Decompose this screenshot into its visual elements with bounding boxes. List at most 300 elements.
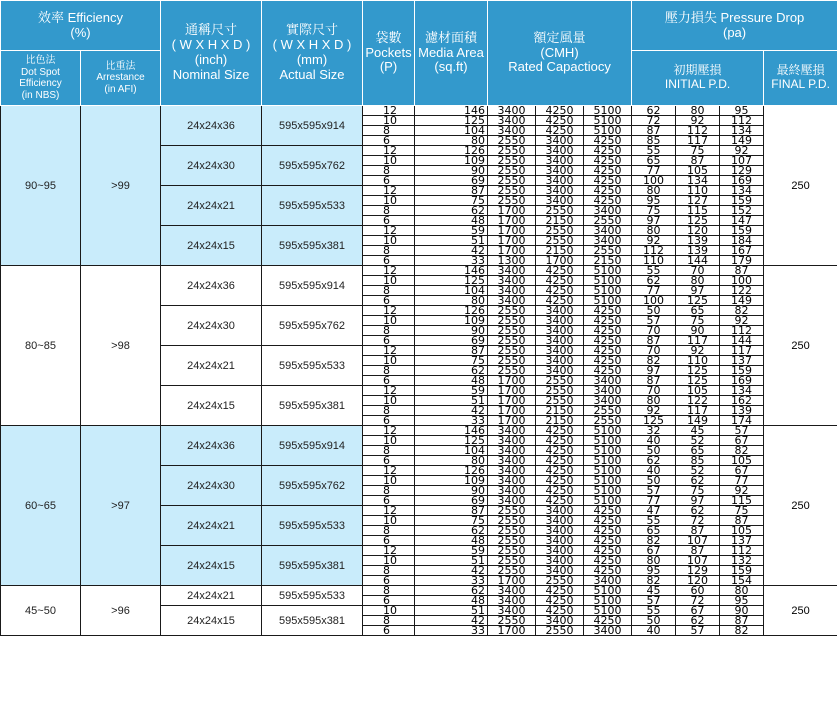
initial-pd-low-cell: 82 xyxy=(632,576,676,586)
airflow-mid-cell: 3400 xyxy=(536,516,584,526)
airflow-high-cell: 4250 xyxy=(584,186,632,196)
initial-pd-high-cell: 159 xyxy=(720,226,764,236)
initial-pd-high-cell: 179 xyxy=(720,256,764,266)
airflow-low-cell: 3400 xyxy=(488,276,536,286)
media-area-cell: 75 xyxy=(415,516,488,526)
airflow-mid-cell: 2550 xyxy=(536,626,584,636)
initial-pd-mid-cell: 62 xyxy=(676,506,720,516)
pockets-cell: 6 xyxy=(363,576,415,586)
initial-pd-low-cell: 62 xyxy=(632,276,676,286)
initial-pd-high-cell: 75 xyxy=(720,506,764,516)
airflow-high-cell: 5100 xyxy=(584,426,632,436)
initial-pd-mid-cell: 67 xyxy=(676,606,720,616)
airflow-mid-cell: 3400 xyxy=(536,616,584,626)
initial-pd-high-cell: 105 xyxy=(720,456,764,466)
media-area-cell: 48 xyxy=(415,216,488,226)
airflow-mid-cell: 3400 xyxy=(536,186,584,196)
airflow-high-cell: 4250 xyxy=(584,346,632,356)
airflow-low-cell: 3400 xyxy=(488,486,536,496)
airflow-low-cell: 2550 xyxy=(488,196,536,206)
dot-spot-efficiency-cell: 60~65 xyxy=(1,426,81,586)
airflow-low-cell: 1700 xyxy=(488,376,536,386)
airflow-low-cell: 3400 xyxy=(488,106,536,116)
airflow-high-cell: 5100 xyxy=(584,606,632,616)
airflow-low-cell: 2550 xyxy=(488,336,536,346)
airflow-low-cell: 3400 xyxy=(488,496,536,506)
actual-size-cell: 595x595x533 xyxy=(262,586,363,606)
initial-pd-high-cell: 107 xyxy=(720,156,764,166)
pockets-cell: 10 xyxy=(363,436,415,446)
airflow-low-cell: 3400 xyxy=(488,266,536,276)
initial-pd-low-cell: 62 xyxy=(632,106,676,116)
airflow-mid-cell: 1700 xyxy=(536,256,584,266)
initial-pd-high-cell: 174 xyxy=(720,416,764,426)
airflow-high-cell: 4250 xyxy=(584,136,632,146)
airflow-high-cell: 3400 xyxy=(584,206,632,216)
airflow-high-cell: 4250 xyxy=(584,566,632,576)
airflow-mid-cell: 3400 xyxy=(536,166,584,176)
airflow-high-cell: 5100 xyxy=(584,496,632,506)
media-area-cell: 51 xyxy=(415,606,488,616)
airflow-high-cell: 5100 xyxy=(584,296,632,306)
initial-pd-high-cell: 137 xyxy=(720,536,764,546)
nominal-size-cell: 24x24x21 xyxy=(161,186,262,226)
media-area-cell: 62 xyxy=(415,586,488,596)
initial-pd-low-cell: 45 xyxy=(632,586,676,596)
initial-pd-low-cell: 40 xyxy=(632,466,676,476)
initial-pd-mid-cell: 139 xyxy=(676,236,720,246)
pockets-cell: 10 xyxy=(363,516,415,526)
airflow-high-cell: 4250 xyxy=(584,156,632,166)
nominal-size-cell: 24x24x15 xyxy=(161,386,262,426)
media-area-cell: 90 xyxy=(415,486,488,496)
media-area-cell: 126 xyxy=(415,306,488,316)
airflow-low-cell: 3400 xyxy=(488,286,536,296)
pockets-cell: 10 xyxy=(363,556,415,566)
initial-pd-low-cell: 70 xyxy=(632,386,676,396)
airflow-high-cell: 4250 xyxy=(584,556,632,566)
media-area-cell: 125 xyxy=(415,116,488,126)
airflow-low-cell: 2550 xyxy=(488,306,536,316)
nominal-size-cell: 24x24x30 xyxy=(161,306,262,346)
initial-pd-low-cell: 57 xyxy=(632,316,676,326)
nominal-size-cell: 24x24x36 xyxy=(161,266,262,306)
airflow-high-cell: 5100 xyxy=(584,446,632,456)
airflow-low-cell: 3400 xyxy=(488,606,536,616)
airflow-high-cell: 5100 xyxy=(584,276,632,286)
airflow-low-cell: 2550 xyxy=(488,526,536,536)
airflow-low-cell: 1700 xyxy=(488,206,536,216)
airflow-high-cell: 4250 xyxy=(584,526,632,536)
arrestance-header: 比重法 Arrestance (in AFI) xyxy=(81,51,161,106)
initial-pd-high-cell: 87 xyxy=(720,516,764,526)
airflow-low-cell: 2550 xyxy=(488,546,536,556)
media-area-cell: 62 xyxy=(415,526,488,536)
initial-pd-low-cell: 65 xyxy=(632,526,676,536)
airflow-low-cell: 1700 xyxy=(488,386,536,396)
initial-pd-low-cell: 80 xyxy=(632,226,676,236)
efficiency-header: 效率 Efficiency (%) xyxy=(1,1,161,51)
initial-pd-mid-cell: 97 xyxy=(676,496,720,506)
airflow-low-cell: 3400 xyxy=(488,456,536,466)
initial-pd-high-cell: 92 xyxy=(720,316,764,326)
initial-pd-mid-cell: 120 xyxy=(676,576,720,586)
initial-pd-low-cell: 87 xyxy=(632,376,676,386)
initial-pd-low-cell: 50 xyxy=(632,616,676,626)
initial-pd-low-cell: 75 xyxy=(632,206,676,216)
initial-pd-mid-cell: 65 xyxy=(676,306,720,316)
pockets-cell: 10 xyxy=(363,236,415,246)
initial-pd-mid-cell: 52 xyxy=(676,466,720,476)
airflow-low-cell: 1700 xyxy=(488,416,536,426)
airflow-mid-cell: 3400 xyxy=(536,136,584,146)
rated-airflow-header: 額定風量 (CMH) Rated Capactiocy xyxy=(488,1,632,106)
pockets-cell: 8 xyxy=(363,366,415,376)
pockets-cell: 6 xyxy=(363,416,415,426)
airflow-mid-cell: 4250 xyxy=(536,116,584,126)
final-pd-cell: 250 xyxy=(764,426,837,586)
initial-pd-low-cell: 95 xyxy=(632,196,676,206)
initial-pd-mid-cell: 92 xyxy=(676,346,720,356)
airflow-high-cell: 5100 xyxy=(584,266,632,276)
airflow-low-cell: 2550 xyxy=(488,146,536,156)
initial-pd-mid-cell: 110 xyxy=(676,356,720,366)
airflow-low-cell: 2550 xyxy=(488,166,536,176)
initial-pd-low-cell: 80 xyxy=(632,556,676,566)
airflow-high-cell: 5100 xyxy=(584,126,632,136)
initial-pd-high-cell: 95 xyxy=(720,596,764,606)
airflow-mid-cell: 4250 xyxy=(536,106,584,116)
pockets-cell: 6 xyxy=(363,176,415,186)
actual-size-header: 實際尺寸 ( W X H X D ) (mm) Actual Size xyxy=(262,1,363,106)
airflow-mid-cell: 2150 xyxy=(536,216,584,226)
arrestance-cell: >98 xyxy=(81,266,161,426)
initial-pd-high-cell: 112 xyxy=(720,546,764,556)
initial-pd-high-cell: 184 xyxy=(720,236,764,246)
media-area-cell: 33 xyxy=(415,576,488,586)
media-area-cell: 75 xyxy=(415,356,488,366)
initial-pd-high-cell: 134 xyxy=(720,386,764,396)
media-area-cell: 80 xyxy=(415,136,488,146)
initial-pd-low-cell: 82 xyxy=(632,536,676,546)
initial-pd-mid-cell: 105 xyxy=(676,386,720,396)
airflow-low-cell: 3400 xyxy=(488,596,536,606)
airflow-high-cell: 4250 xyxy=(584,336,632,346)
airflow-low-cell: 3400 xyxy=(488,426,536,436)
initial-pd-low-cell: 77 xyxy=(632,166,676,176)
initial-pd-high-cell: 159 xyxy=(720,566,764,576)
airflow-mid-cell: 3400 xyxy=(536,176,584,186)
initial-pd-mid-cell: 60 xyxy=(676,586,720,596)
initial-pd-high-cell: 100 xyxy=(720,276,764,286)
pockets-cell: 6 xyxy=(363,296,415,306)
actual-size-cell: 595x595x762 xyxy=(262,466,363,506)
initial-pd-high-cell: 154 xyxy=(720,576,764,586)
nominal-size-cell: 24x24x15 xyxy=(161,606,262,636)
nominal-size-cell: 24x24x15 xyxy=(161,546,262,586)
nominal-size-cell: 24x24x30 xyxy=(161,146,262,186)
nominal-size-cell: 24x24x36 xyxy=(161,426,262,466)
initial-pd-mid-cell: 75 xyxy=(676,486,720,496)
media-area-cell: 104 xyxy=(415,446,488,456)
initial-pd-mid-cell: 62 xyxy=(676,476,720,486)
media-area-cell: 146 xyxy=(415,426,488,436)
actual-size-cell: 595x595x914 xyxy=(262,426,363,466)
initial-pd-low-cell: 87 xyxy=(632,126,676,136)
airflow-high-cell: 4250 xyxy=(584,306,632,316)
airflow-low-cell: 1700 xyxy=(488,576,536,586)
airflow-high-cell: 4250 xyxy=(584,166,632,176)
media-area-cell: 146 xyxy=(415,106,488,116)
airflow-high-cell: 4250 xyxy=(584,616,632,626)
airflow-high-cell: 5100 xyxy=(584,286,632,296)
actual-size-cell: 595x595x533 xyxy=(262,346,363,386)
airflow-low-cell: 1700 xyxy=(488,406,536,416)
initial-pd-low-cell: 40 xyxy=(632,436,676,446)
initial-pd-high-cell: 57 xyxy=(720,426,764,436)
pockets-cell: 8 xyxy=(363,286,415,296)
airflow-mid-cell: 3400 xyxy=(536,146,584,156)
nominal-size-cell: 24x24x21 xyxy=(161,346,262,386)
initial-pd-mid-cell: 112 xyxy=(676,126,720,136)
media-area-cell: 59 xyxy=(415,546,488,556)
actual-size-cell: 595x595x533 xyxy=(262,506,363,546)
airflow-high-cell: 4250 xyxy=(584,326,632,336)
airflow-mid-cell: 4250 xyxy=(536,426,584,436)
initial-pd-low-cell: 50 xyxy=(632,476,676,486)
airflow-mid-cell: 2550 xyxy=(536,226,584,236)
airflow-low-cell: 2550 xyxy=(488,506,536,516)
initial-pd-mid-cell: 117 xyxy=(676,406,720,416)
pockets-cell: 12 xyxy=(363,386,415,396)
initial-pd-high-cell: 167 xyxy=(720,246,764,256)
media-area-header: 濾材面積 Media Area (sq.ft) xyxy=(415,1,488,106)
initial-pd-low-cell: 32 xyxy=(632,426,676,436)
media-area-cell: 87 xyxy=(415,346,488,356)
airflow-mid-cell: 3400 xyxy=(536,566,584,576)
initial-pd-high-cell: 105 xyxy=(720,526,764,536)
media-area-cell: 33 xyxy=(415,256,488,266)
airflow-mid-cell: 4250 xyxy=(536,476,584,486)
initial-pd-mid-cell: 70 xyxy=(676,266,720,276)
airflow-mid-cell: 4250 xyxy=(536,466,584,476)
actual-size-cell: 595x595x914 xyxy=(262,266,363,306)
media-area-cell: 90 xyxy=(415,326,488,336)
media-area-cell: 109 xyxy=(415,156,488,166)
airflow-mid-cell: 3400 xyxy=(536,536,584,546)
initial-pd-high-cell: 82 xyxy=(720,306,764,316)
pockets-cell: 8 xyxy=(363,206,415,216)
initial-pd-low-cell: 80 xyxy=(632,396,676,406)
pockets-cell: 8 xyxy=(363,406,415,416)
media-area-cell: 48 xyxy=(415,376,488,386)
media-area-cell: 51 xyxy=(415,556,488,566)
media-area-cell: 125 xyxy=(415,436,488,446)
airflow-low-cell: 1700 xyxy=(488,396,536,406)
pockets-cell: 10 xyxy=(363,196,415,206)
media-area-cell: 51 xyxy=(415,236,488,246)
airflow-high-cell: 5100 xyxy=(584,456,632,466)
initial-pd-high-cell: 92 xyxy=(720,486,764,496)
dot-spot-efficiency-cell: 90~95 xyxy=(1,106,81,266)
initial-pd-high-cell: 147 xyxy=(720,216,764,226)
initial-pd-mid-cell: 75 xyxy=(676,146,720,156)
pockets-cell: 10 xyxy=(363,276,415,286)
pockets-cell: 12 xyxy=(363,506,415,516)
nominal-size-cell: 24x24x30 xyxy=(161,466,262,506)
pockets-cell: 6 xyxy=(363,256,415,266)
initial-pd-low-cell: 100 xyxy=(632,296,676,306)
media-area-cell: 42 xyxy=(415,246,488,256)
pockets-cell: 6 xyxy=(363,626,415,636)
initial-pd-high-cell: 134 xyxy=(720,186,764,196)
initial-pd-high-cell: 67 xyxy=(720,436,764,446)
airflow-low-cell: 1700 xyxy=(488,246,536,256)
airflow-mid-cell: 2550 xyxy=(536,576,584,586)
initial-pd-low-cell: 97 xyxy=(632,366,676,376)
initial-pd-high-cell: 92 xyxy=(720,146,764,156)
airflow-high-cell: 4250 xyxy=(584,176,632,186)
airflow-mid-cell: 4250 xyxy=(536,596,584,606)
initial-pd-low-cell: 65 xyxy=(632,156,676,166)
airflow-low-cell: 3400 xyxy=(488,586,536,596)
media-area-cell: 80 xyxy=(415,296,488,306)
initial-pd-low-cell: 40 xyxy=(632,626,676,636)
initial-pd-mid-cell: 62 xyxy=(676,616,720,626)
initial-pd-low-cell: 80 xyxy=(632,186,676,196)
pockets-cell: 8 xyxy=(363,486,415,496)
airflow-low-cell: 2550 xyxy=(488,176,536,186)
media-area-cell: 69 xyxy=(415,336,488,346)
airflow-low-cell: 2550 xyxy=(488,556,536,566)
initial-pd-low-cell: 77 xyxy=(632,286,676,296)
media-area-cell: 75 xyxy=(415,196,488,206)
initial-pd-mid-cell: 115 xyxy=(676,206,720,216)
initial-pd-low-cell: 110 xyxy=(632,256,676,266)
airflow-high-cell: 4250 xyxy=(584,506,632,516)
initial-pd-mid-cell: 120 xyxy=(676,226,720,236)
initial-pd-low-cell: 50 xyxy=(632,446,676,456)
airflow-mid-cell: 3400 xyxy=(536,366,584,376)
nominal-size-cell: 24x24x15 xyxy=(161,226,262,266)
initial-pd-mid-cell: 75 xyxy=(676,316,720,326)
initial-pd-low-cell: 92 xyxy=(632,406,676,416)
pockets-cell: 6 xyxy=(363,376,415,386)
initial-pd-header: 初期壓損 INITIAL P.D. xyxy=(632,51,764,106)
airflow-high-cell: 5100 xyxy=(584,476,632,486)
airflow-low-cell: 2550 xyxy=(488,136,536,146)
airflow-high-cell: 4250 xyxy=(584,196,632,206)
airflow-mid-cell: 4250 xyxy=(536,266,584,276)
airflow-high-cell: 5100 xyxy=(584,106,632,116)
pockets-cell: 12 xyxy=(363,346,415,356)
pockets-cell: 8 xyxy=(363,326,415,336)
table-row xyxy=(1,106,837,116)
initial-pd-high-cell: 159 xyxy=(720,366,764,376)
initial-pd-high-cell: 129 xyxy=(720,166,764,176)
pockets-cell: 10 xyxy=(363,606,415,616)
media-area-cell: 125 xyxy=(415,276,488,286)
initial-pd-mid-cell: 92 xyxy=(676,116,720,126)
initial-pd-high-cell: 87 xyxy=(720,266,764,276)
airflow-low-cell: 2550 xyxy=(488,356,536,366)
airflow-high-cell: 5100 xyxy=(584,596,632,606)
media-area-cell: 59 xyxy=(415,226,488,236)
airflow-low-cell: 2550 xyxy=(488,516,536,526)
nominal-size-cell: 24x24x21 xyxy=(161,586,262,606)
airflow-mid-cell: 4250 xyxy=(536,496,584,506)
airflow-low-cell: 1700 xyxy=(488,626,536,636)
final-pd-cell: 250 xyxy=(764,266,837,426)
airflow-mid-cell: 3400 xyxy=(536,346,584,356)
pockets-cell: 12 xyxy=(363,266,415,276)
airflow-high-cell: 3400 xyxy=(584,226,632,236)
initial-pd-low-cell: 47 xyxy=(632,506,676,516)
nominal-size-cell: 24x24x36 xyxy=(161,106,262,146)
initial-pd-high-cell: 112 xyxy=(720,116,764,126)
airflow-mid-cell: 3400 xyxy=(536,546,584,556)
airflow-low-cell: 2550 xyxy=(488,566,536,576)
initial-pd-high-cell: 80 xyxy=(720,586,764,596)
airflow-low-cell: 2550 xyxy=(488,536,536,546)
airflow-low-cell: 2550 xyxy=(488,366,536,376)
arrestance-cell: >99 xyxy=(81,106,161,266)
media-area-cell: 69 xyxy=(415,176,488,186)
initial-pd-high-cell: 149 xyxy=(720,296,764,306)
initial-pd-high-cell: 169 xyxy=(720,376,764,386)
initial-pd-mid-cell: 144 xyxy=(676,256,720,266)
pockets-cell: 6 xyxy=(363,536,415,546)
airflow-mid-cell: 3400 xyxy=(536,506,584,516)
airflow-mid-cell: 3400 xyxy=(536,526,584,536)
initial-pd-low-cell: 55 xyxy=(632,266,676,276)
pockets-cell: 6 xyxy=(363,216,415,226)
airflow-low-cell: 3400 xyxy=(488,446,536,456)
pockets-cell: 8 xyxy=(363,126,415,136)
initial-pd-mid-cell: 139 xyxy=(676,246,720,256)
initial-pd-low-cell: 70 xyxy=(632,326,676,336)
airflow-mid-cell: 3400 xyxy=(536,196,584,206)
pockets-cell: 10 xyxy=(363,356,415,366)
initial-pd-low-cell: 87 xyxy=(632,336,676,346)
initial-pd-mid-cell: 72 xyxy=(676,516,720,526)
airflow-low-cell: 1300 xyxy=(488,256,536,266)
actual-size-cell: 595x595x533 xyxy=(262,186,363,226)
pockets-cell: 12 xyxy=(363,426,415,436)
media-area-cell: 48 xyxy=(415,596,488,606)
initial-pd-mid-cell: 87 xyxy=(676,156,720,166)
actual-size-cell: 595x595x381 xyxy=(262,386,363,426)
media-area-cell: 48 xyxy=(415,536,488,546)
pockets-cell: 12 xyxy=(363,466,415,476)
initial-pd-mid-cell: 90 xyxy=(676,326,720,336)
pockets-cell: 10 xyxy=(363,396,415,406)
initial-pd-low-cell: 95 xyxy=(632,566,676,576)
airflow-high-cell: 2550 xyxy=(584,416,632,426)
media-area-cell: 126 xyxy=(415,146,488,156)
airflow-high-cell: 5100 xyxy=(584,586,632,596)
initial-pd-high-cell: 77 xyxy=(720,476,764,486)
initial-pd-high-cell: 159 xyxy=(720,196,764,206)
airflow-high-cell: 2550 xyxy=(584,216,632,226)
initial-pd-high-cell: 115 xyxy=(720,496,764,506)
media-area-cell: 33 xyxy=(415,416,488,426)
table-row xyxy=(1,586,837,596)
media-area-cell: 104 xyxy=(415,126,488,136)
media-area-cell: 80 xyxy=(415,456,488,466)
dot-spot-efficiency-cell: 45~50 xyxy=(1,586,81,636)
airflow-high-cell: 4250 xyxy=(584,536,632,546)
